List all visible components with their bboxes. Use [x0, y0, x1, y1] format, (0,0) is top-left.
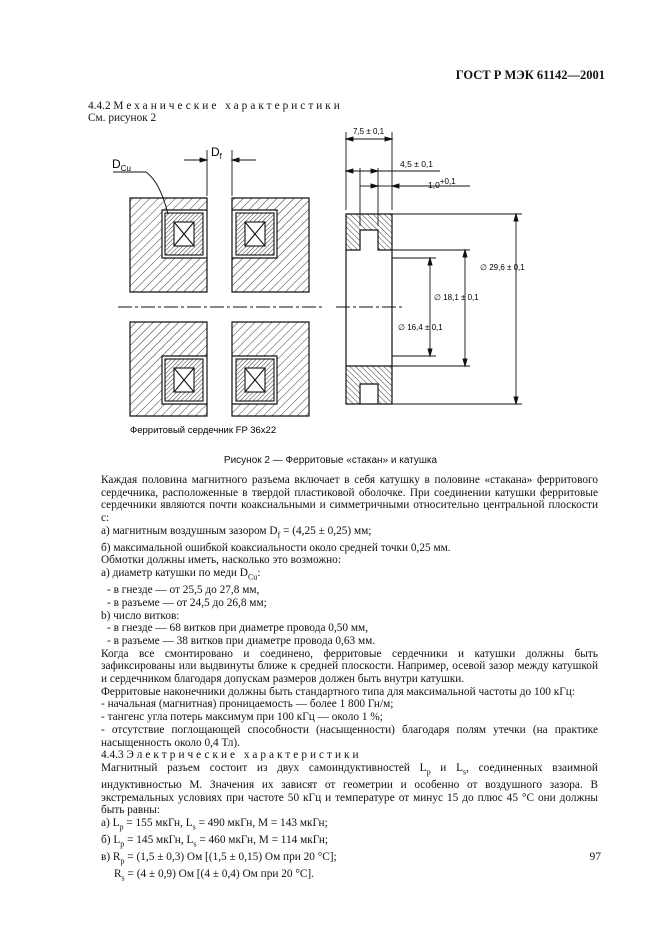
list-item-a2-1: - в гнезде — от 25,5 до 27,8 мм,: [107, 584, 260, 597]
list-item-a2-2: - в разъеме — от 24,5 до 26,8 мм;: [107, 596, 267, 609]
dim-7-5: 7,5 ± 0,1: [353, 127, 385, 136]
list-item-b2: b) число витков:: [101, 609, 180, 622]
list-item-a1: а) магнитным воздушным зазором $D_f = (4,25 \pm 0,25)$ мм;: [101, 524, 372, 540]
dim-16-4: ∅ 16,4 ± 0,1: [398, 323, 443, 332]
paragraph-3: Когда все смонтировано и соединено, ферритовые сердечники и катушки должны быть зафиксированы или выдвинуты ближе к средней плоскости. Например, осевой зазор между катушкой и сердечником благодаря допускам размеров должен быть внутри катушки.: [101, 647, 598, 686]
list-item-b2-1: - в гнезде — 68 витков при диаметре провода 0,50 мм,: [107, 622, 369, 635]
section-heading-443: 4.4.3 Электрические характеристики: [101, 749, 362, 762]
core-caption: Ферритовый сердечник FP 36x22: [130, 425, 277, 436]
dim-4-5: 4,5 ± 0,1: [400, 159, 434, 169]
list-item-a2: а) диаметр катушки по меди $D_{Cu}$:: [101, 567, 261, 582]
figure-caption: Рисунок 2 — Ферритовые «стакан» и катушка: [223, 455, 438, 466]
list-item-b1: б) максимальной ошибкой коаксиальности около средней точки 0,25 мм.: [101, 541, 451, 554]
diameter-dimensions: [378, 214, 522, 404]
coil-bobbin: [346, 214, 392, 404]
value-line-c: в) $R_p = (1,5 \pm 0,3)$ Ом [(1,5 ± 0,15) Ом при 20 °С];: [101, 850, 337, 866]
body-text: [88, 474, 598, 885]
page-number: 97: [589, 851, 601, 863]
list-item-b2-2: - в разъеме — 38 витков при диаметре провода 0,63 мм.: [107, 634, 376, 647]
paragraph-1: Каждая половина магнитного разъема включает в себя катушку в половине «стакана» ферритового сердечника, расположенные в твердой пластиковой оболочке. При соединении катушки ферритовые сердечники являются почти коаксиальными и симметричными относительно центральной плоскости с:: [101, 474, 598, 525]
dcu-label: $D_{Cu}$: [112, 157, 131, 173]
value-line-d: $R_s = (4 \pm 0,9)$ Ом [(4 ± 0,4) Ом при 20 °С].: [114, 867, 314, 883]
section-number: 4.4.2: [88, 100, 111, 112]
document-code: ГОСТ Р МЭК 61142—2001: [455, 68, 605, 82]
dim-18-1: ∅ 18,1 ± 0,1: [434, 293, 479, 302]
paragraph-2: Обмотки должны иметь, насколько это возможно:: [101, 554, 341, 567]
list-item-d1: - начальная (магнитная) проницаемость — более 1 800 Гн/м;: [101, 698, 394, 711]
list-item-d2: - тангенс угла потерь максимум при 100 кГц — около 1 %;: [101, 711, 383, 724]
paragraph-4: Ферритовые наконечники должны быть стандартного типа для максимальной частоты до 100 кГц:: [101, 685, 575, 698]
dim-29-6: ∅ 29,6 ± 0,1: [480, 263, 525, 272]
list-item-d3: - отсутствие поглощающей способности (насыщенности) благодаря полям утечки (на практике насыщенность около 0,4 Тл).: [101, 723, 598, 749]
paragraph-5: Магнитный разъем состоит из двух самоиндуктивностей $L_p$ и $L_s$, соединенных взаимной индуктивностью M. Значения их зависят от геометрии и особенно от воздушного зазора. В экстремальных условиях при частоте 50 кГц и температуре от минус 15 до плюс 45 °С они должны быть равны:: [101, 761, 598, 817]
figure-reference: См. рисунок 2: [88, 112, 157, 124]
value-line-b: б) $L_p = 145$ мкГн, $L_s = 460$ мкГн, M = 114 мкГн;: [101, 833, 329, 849]
section-title: Механические характеристики: [113, 100, 343, 112]
dim-1-0: 1,0+0,1: [428, 177, 456, 190]
value-line-a: а) $L_p = 155$ мкГн, $L_s = 490$ мкГн, M = 143 мкГн;: [101, 817, 328, 832]
df-label: $D_f$: [211, 145, 222, 161]
